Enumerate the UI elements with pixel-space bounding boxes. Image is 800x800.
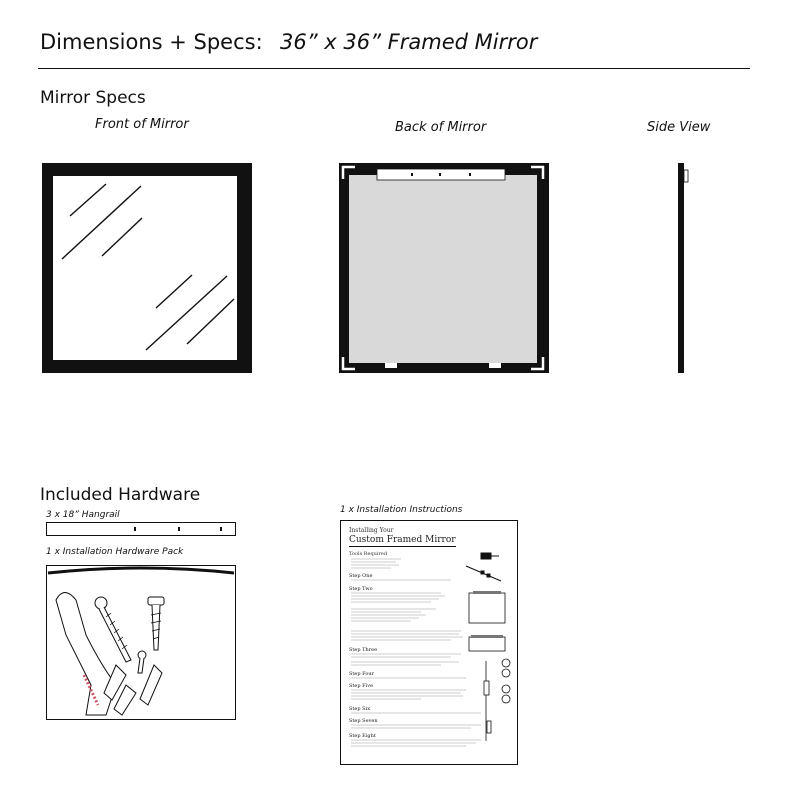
back-mirror-panel: [349, 175, 537, 363]
front-mirror-glass: [53, 176, 237, 360]
drill-icon: [466, 553, 501, 581]
front-mirror-illustration: [42, 163, 252, 373]
side-view-frame: [678, 163, 684, 373]
step-diagram: [469, 637, 505, 651]
step-heading: Step Seven: [349, 718, 378, 724]
hardware-pack-illustration: [46, 565, 236, 720]
front-of-mirror-label: Front of Mirror: [95, 117, 189, 132]
step-heading: Step Four: [349, 671, 374, 677]
back-of-mirror-label: Back of Mirror: [395, 120, 487, 135]
header-divider: [38, 68, 750, 69]
step-heading: Step Eight: [349, 733, 376, 739]
wall-detail-diagram: [484, 659, 510, 741]
tools-required-heading: Tools Required: [349, 551, 388, 557]
page-title: Dimensions + Specs:: [40, 30, 263, 54]
instructions-title-line2: Custom Framed Mirror: [349, 535, 456, 545]
product-subtitle: 36” x 36” Framed Mirror: [280, 30, 538, 54]
mirror-specs-heading: Mirror Specs: [40, 88, 146, 108]
bottom-clip-right: [489, 363, 501, 368]
hangrail-illustration: [46, 522, 236, 536]
step-heading: Step One: [349, 573, 373, 579]
bottom-clip-left: [385, 363, 397, 368]
step-heading: Step Five: [349, 683, 374, 689]
side-view-illustration: [670, 160, 700, 375]
step-diagram-rail: [471, 635, 503, 638]
instructions-body-illustration: [341, 521, 517, 764]
step-heading: Step Three: [349, 647, 378, 653]
hardware-pack-label: 1 x Installation Hardware Pack: [46, 547, 184, 557]
step-diagram-rail: [473, 591, 501, 594]
side-view-hangrail: [684, 170, 688, 182]
side-view-label: Side View: [647, 120, 711, 135]
instructions-sheet: [340, 520, 518, 765]
hangrail-label: 3 x 18” Hangrail: [46, 510, 120, 520]
step-heading: Step Six: [349, 706, 371, 712]
back-mirror-illustration: [339, 163, 549, 373]
instructions-title-line1: Installing Your: [349, 527, 394, 534]
step-diagram: [469, 593, 505, 623]
included-hardware-heading: Included Hardware: [40, 485, 201, 505]
step-heading: Step Two: [349, 586, 373, 592]
instructions-label: 1 x Installation Instructions: [340, 505, 463, 515]
